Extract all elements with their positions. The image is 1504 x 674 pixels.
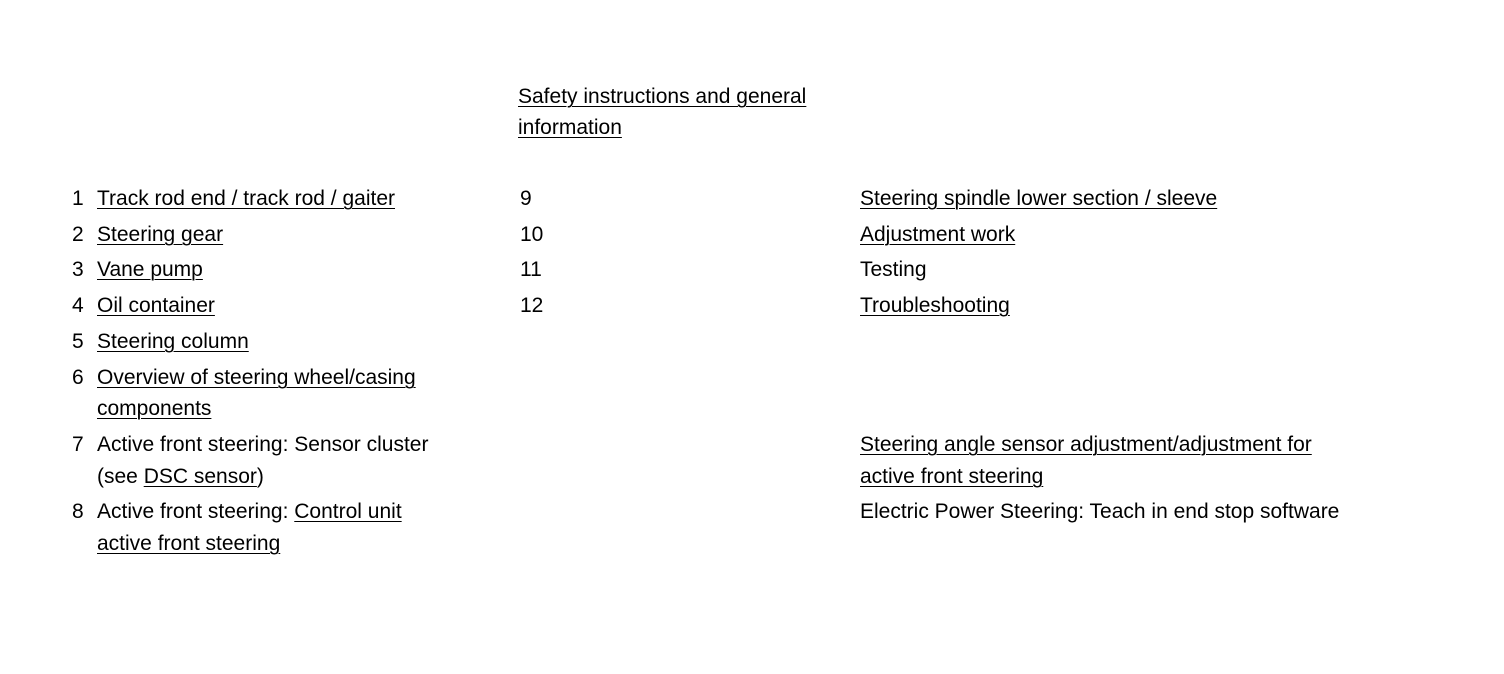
item-number-3: 3	[72, 258, 84, 281]
control-unit-link-line1[interactable]: Control unit	[294, 500, 402, 523]
item-number-10: 10	[520, 223, 544, 246]
steering-wheel-overview-link-line1[interactable]: Overview of steering wheel/casing	[97, 366, 416, 389]
steering-gear-link[interactable]: Steering gear	[97, 223, 224, 246]
steering-spindle-link[interactable]: Steering spindle lower section / sleeve	[860, 187, 1218, 210]
steering-angle-sensor-link-line1[interactable]: Steering angle sensor adjustment/adjustment for	[860, 433, 1312, 456]
item-number-1: 1	[72, 187, 84, 210]
dsc-sensor-link[interactable]: DSC sensor	[143, 465, 257, 488]
item-number-6: 6	[72, 366, 84, 389]
item-number-4: 4	[72, 294, 84, 317]
vane-pump-link[interactable]: Vane pump	[97, 258, 203, 281]
steering-angle-sensor-link-line2[interactable]: active front steering	[860, 465, 1044, 488]
see-open-text: (see	[97, 465, 144, 488]
safety-instructions-link-line1[interactable]: Safety instructions and general	[518, 85, 807, 108]
steering-wheel-overview-link-line2[interactable]: components	[97, 397, 212, 420]
item-number-12: 12	[520, 294, 544, 317]
item-number-9: 9	[520, 187, 532, 210]
dsc-sensor-reference	[97, 461, 264, 493]
see-close-text: )	[256, 465, 264, 488]
item-number-8: 8	[72, 500, 84, 523]
oil-container-link[interactable]: Oil container	[97, 294, 215, 317]
item-number-2: 2	[72, 223, 84, 246]
steering-column-link[interactable]: Steering column	[97, 330, 249, 353]
troubleshooting-link[interactable]: Troubleshooting	[860, 294, 1010, 317]
control-unit-line	[97, 496, 402, 528]
safety-instructions-link-line2[interactable]: information	[518, 116, 622, 139]
adjustment-work-link[interactable]: Adjustment work	[860, 223, 1016, 246]
control-unit-link-line2[interactable]: active front steering	[97, 532, 281, 555]
eps-teach-in-text: Electric Power Steering: Teach in end stop software	[860, 500, 1340, 523]
item-number-5: 5	[72, 330, 84, 353]
testing-label: Testing	[860, 258, 927, 281]
item-number-11: 11	[520, 258, 542, 281]
control-unit-prefix: Active front steering:	[97, 500, 295, 523]
item-number-7: 7	[72, 433, 84, 456]
track-rod-end-link[interactable]: Track rod end / track rod / gaiter	[97, 187, 396, 210]
sensor-cluster-text: Active front steering: Sensor cluster	[97, 433, 429, 456]
